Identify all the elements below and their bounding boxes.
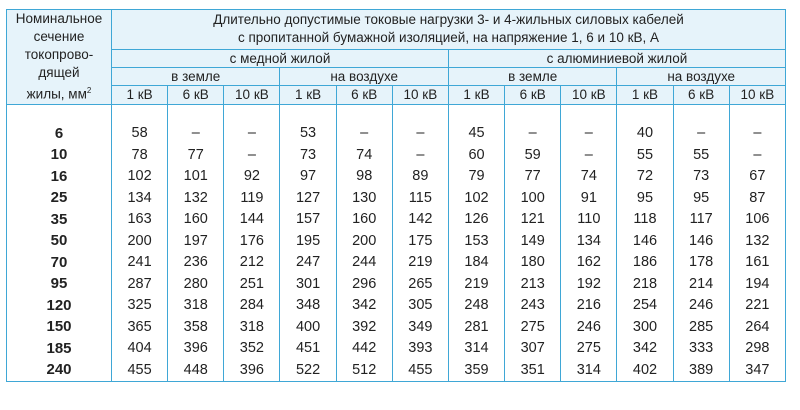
voltage-header: 1 кВ: [112, 85, 168, 104]
section-cell: 16: [7, 166, 112, 188]
current-value-cell: 342: [336, 295, 392, 317]
current-value-cell: 102: [448, 187, 504, 209]
current-value-cell: 195: [280, 230, 336, 252]
section-cell: 50: [7, 230, 112, 252]
table-row: [7, 230, 786, 252]
section-cell: 120: [7, 295, 112, 317]
section-label-line: токопрово-: [24, 47, 94, 62]
current-value-cell: 160: [336, 209, 392, 231]
current-value-cell: 347: [729, 359, 785, 381]
current-value-cell: 146: [673, 230, 729, 252]
current-value-cell: –: [168, 123, 224, 145]
current-value-cell: –: [392, 123, 448, 145]
current-value-cell: 200: [112, 230, 168, 252]
current-value-cell: 117: [673, 209, 729, 231]
unit-superscript: 2: [86, 86, 92, 95]
current-value-cell: 264: [729, 316, 785, 338]
current-value-cell: 318: [224, 316, 280, 338]
current-value-cell: 402: [617, 359, 673, 381]
current-value-cell: 59: [505, 144, 561, 166]
current-value-cell: 45: [448, 123, 504, 145]
current-value-cell: 393: [392, 338, 448, 360]
spacer-cell: [224, 104, 280, 123]
table-row: [7, 187, 786, 209]
current-value-cell: 100: [505, 187, 561, 209]
current-value-cell: 392: [336, 316, 392, 338]
spacer-cell: [112, 104, 168, 123]
section-cell: 35: [7, 209, 112, 231]
voltage-header: 1 кВ: [617, 85, 673, 104]
current-value-cell: 110: [561, 209, 617, 231]
spacer-cell: [336, 104, 392, 123]
current-value-cell: 396: [168, 338, 224, 360]
current-value-cell: 352: [224, 338, 280, 360]
current-value-cell: 192: [561, 273, 617, 295]
current-value-cell: 126: [448, 209, 504, 231]
current-value-cell: 275: [561, 338, 617, 360]
spacer-cell: [561, 104, 617, 123]
current-value-cell: 92: [224, 166, 280, 188]
current-value-cell: 101: [168, 166, 224, 188]
current-value-cell: 318: [168, 295, 224, 317]
current-value-cell: 102: [112, 166, 168, 188]
current-value-cell: 176: [224, 230, 280, 252]
current-value-cell: 246: [561, 316, 617, 338]
current-value-cell: 333: [673, 338, 729, 360]
current-value-cell: 455: [112, 359, 168, 381]
current-value-cell: 175: [392, 230, 448, 252]
subgroup-header: в земле: [448, 67, 616, 85]
title-line-1: Длительно допустимые токовые нагрузки 3- и 4-жильных силовых кабелей: [213, 12, 684, 28]
current-value-cell: 349: [392, 316, 448, 338]
voltage-header: 1 кВ: [448, 85, 504, 104]
current-value-cell: 95: [673, 187, 729, 209]
current-value-cell: 60: [448, 144, 504, 166]
current-value-cell: –: [224, 123, 280, 145]
current-value-cell: 214: [673, 273, 729, 295]
table-row: [7, 273, 786, 295]
table-row: [7, 316, 786, 338]
current-value-cell: 404: [112, 338, 168, 360]
subgroup-header: на воздухе: [617, 67, 786, 85]
voltage-header: 6 кВ: [168, 85, 224, 104]
spacer-cell: [392, 104, 448, 123]
spacer-cell: [505, 104, 561, 123]
voltage-header: 10 кВ: [224, 85, 280, 104]
current-value-cell: 77: [505, 166, 561, 188]
section-cell: 95: [7, 273, 112, 295]
voltage-header: 10 кВ: [729, 85, 785, 104]
spacer-cell: [617, 104, 673, 123]
section-cell: 10: [7, 144, 112, 166]
voltage-header: 10 кВ: [561, 85, 617, 104]
current-value-cell: 314: [448, 338, 504, 360]
current-value-cell: 115: [392, 187, 448, 209]
section-label-line: сечение: [33, 29, 85, 44]
current-value-cell: 218: [617, 273, 673, 295]
spacer-cell: [168, 104, 224, 123]
title-line-2: с пропитанной бумажной изоляцией, на напряжение 1, 6 и 10 кВ, А: [237, 30, 660, 46]
current-value-cell: 130: [336, 187, 392, 209]
section-cell: 6: [7, 123, 112, 145]
current-value-cell: 197: [168, 230, 224, 252]
current-value-cell: 348: [280, 295, 336, 317]
current-value-cell: 91: [561, 187, 617, 209]
current-value-cell: 178: [673, 252, 729, 274]
current-value-cell: –: [224, 144, 280, 166]
section-label-line: дящей: [38, 65, 80, 80]
current-value-cell: 55: [673, 144, 729, 166]
current-value-cell: 146: [617, 230, 673, 252]
current-value-cell: 251: [224, 273, 280, 295]
current-value-cell: 184: [448, 252, 504, 274]
spacer-cell: [448, 104, 504, 123]
current-value-cell: 307: [505, 338, 561, 360]
current-value-cell: 162: [561, 252, 617, 274]
section-label-line: Номинальное: [15, 11, 103, 26]
current-value-cell: 153: [448, 230, 504, 252]
current-value-cell: 219: [392, 252, 448, 274]
current-value-cell: 87: [729, 187, 785, 209]
table-row: [7, 166, 786, 188]
current-value-cell: 296: [336, 273, 392, 295]
current-value-cell: 359: [448, 359, 504, 381]
current-value-cell: 95: [617, 187, 673, 209]
voltage-header: 1 кВ: [280, 85, 336, 104]
current-value-cell: 451: [280, 338, 336, 360]
spacer-cell: [673, 104, 729, 123]
current-value-cell: 67: [729, 166, 785, 188]
current-value-cell: 280: [168, 273, 224, 295]
current-value-cell: 212: [224, 252, 280, 274]
current-value-cell: 134: [561, 230, 617, 252]
current-value-cell: 200: [336, 230, 392, 252]
current-value-cell: 455: [392, 359, 448, 381]
section-cell: 150: [7, 316, 112, 338]
current-value-cell: –: [673, 123, 729, 145]
voltage-header: 6 кВ: [505, 85, 561, 104]
current-value-cell: 73: [280, 144, 336, 166]
current-value-cell: 219: [448, 273, 504, 295]
current-value-cell: –: [505, 123, 561, 145]
current-value-cell: 134: [112, 187, 168, 209]
section-column-header: [7, 10, 112, 105]
current-value-cell: –: [561, 123, 617, 145]
current-value-cell: 236: [168, 252, 224, 274]
current-value-cell: 118: [617, 209, 673, 231]
spacer-cell: [7, 104, 112, 123]
current-value-cell: 121: [505, 209, 561, 231]
current-value-cell: 89: [392, 166, 448, 188]
current-value-cell: 132: [168, 187, 224, 209]
current-value-cell: 265: [392, 273, 448, 295]
current-value-cell: 275: [505, 316, 561, 338]
current-value-cell: 106: [729, 209, 785, 231]
table-row: [7, 295, 786, 317]
current-value-cell: –: [729, 123, 785, 145]
current-value-cell: 254: [617, 295, 673, 317]
current-value-cell: 442: [336, 338, 392, 360]
current-value-cell: 248: [448, 295, 504, 317]
current-value-cell: 448: [168, 359, 224, 381]
current-value-cell: 78: [112, 144, 168, 166]
current-value-cell: 244: [336, 252, 392, 274]
current-value-cell: 161: [729, 252, 785, 274]
current-value-cell: 142: [392, 209, 448, 231]
current-value-cell: 144: [224, 209, 280, 231]
current-value-cell: 300: [617, 316, 673, 338]
current-value-cell: 72: [617, 166, 673, 188]
current-value-cell: 194: [729, 273, 785, 295]
current-value-cell: 298: [729, 338, 785, 360]
voltage-header: 10 кВ: [392, 85, 448, 104]
spacer-cell: [729, 104, 785, 123]
voltage-header: 6 кВ: [673, 85, 729, 104]
current-value-cell: 246: [673, 295, 729, 317]
voltage-header: 6 кВ: [336, 85, 392, 104]
table-row: [7, 338, 786, 360]
current-value-cell: 55: [617, 144, 673, 166]
current-value-cell: 314: [561, 359, 617, 381]
table-title: [112, 10, 786, 50]
current-value-cell: 98: [336, 166, 392, 188]
current-value-cell: –: [729, 144, 785, 166]
spacer-cell: [280, 104, 336, 123]
current-value-cell: 241: [112, 252, 168, 274]
subgroup-header: в земле: [112, 67, 280, 85]
table-row: [7, 252, 786, 274]
table-header: [7, 10, 786, 105]
current-value-cell: 119: [224, 187, 280, 209]
current-value-cell: 58: [112, 123, 168, 145]
current-value-cell: –: [561, 144, 617, 166]
group-aluminium: с алюминиевой жилой: [448, 49, 785, 67]
current-value-cell: –: [336, 123, 392, 145]
current-value-cell: 163: [112, 209, 168, 231]
current-value-cell: 396: [224, 359, 280, 381]
current-value-cell: 285: [673, 316, 729, 338]
section-label-line: жилы, мм: [26, 86, 87, 102]
current-value-cell: 284: [224, 295, 280, 317]
current-value-cell: 74: [336, 144, 392, 166]
table-row: [7, 359, 786, 381]
current-value-cell: 247: [280, 252, 336, 274]
current-value-cell: 301: [280, 273, 336, 295]
section-cell: 240: [7, 359, 112, 381]
current-value-cell: 243: [505, 295, 561, 317]
current-value-cell: 97: [280, 166, 336, 188]
section-cell: 25: [7, 187, 112, 209]
current-value-cell: 351: [505, 359, 561, 381]
current-value-cell: 522: [280, 359, 336, 381]
current-value-cell: 149: [505, 230, 561, 252]
current-value-cell: 342: [617, 338, 673, 360]
current-value-cell: 79: [448, 166, 504, 188]
current-value-cell: 73: [673, 166, 729, 188]
table-row: [7, 209, 786, 231]
current-value-cell: 213: [505, 273, 561, 295]
current-value-cell: –: [392, 144, 448, 166]
current-value-cell: 281: [448, 316, 504, 338]
current-value-cell: 160: [168, 209, 224, 231]
current-value-cell: 77: [168, 144, 224, 166]
current-value-cell: 325: [112, 295, 168, 317]
table-body: [7, 123, 786, 382]
current-value-cell: 40: [617, 123, 673, 145]
current-value-cell: 186: [617, 252, 673, 274]
section-cell: 70: [7, 252, 112, 274]
current-value-cell: 389: [673, 359, 729, 381]
subgroup-header: на воздухе: [280, 67, 448, 85]
current-value-cell: 132: [729, 230, 785, 252]
current-value-cell: 365: [112, 316, 168, 338]
current-value-cell: 512: [336, 359, 392, 381]
current-value-cell: 216: [561, 295, 617, 317]
table-row: [7, 123, 786, 145]
current-value-cell: 180: [505, 252, 561, 274]
table-row: [7, 144, 786, 166]
current-value-cell: 53: [280, 123, 336, 145]
current-value-cell: 305: [392, 295, 448, 317]
cable-load-table: [6, 9, 786, 382]
current-value-cell: 74: [561, 166, 617, 188]
section-cell: 185: [7, 338, 112, 360]
current-value-cell: 221: [729, 295, 785, 317]
current-value-cell: 358: [168, 316, 224, 338]
group-copper: с медной жилой: [112, 49, 449, 67]
current-value-cell: 287: [112, 273, 168, 295]
current-value-cell: 400: [280, 316, 336, 338]
current-value-cell: 127: [280, 187, 336, 209]
current-value-cell: 157: [280, 209, 336, 231]
